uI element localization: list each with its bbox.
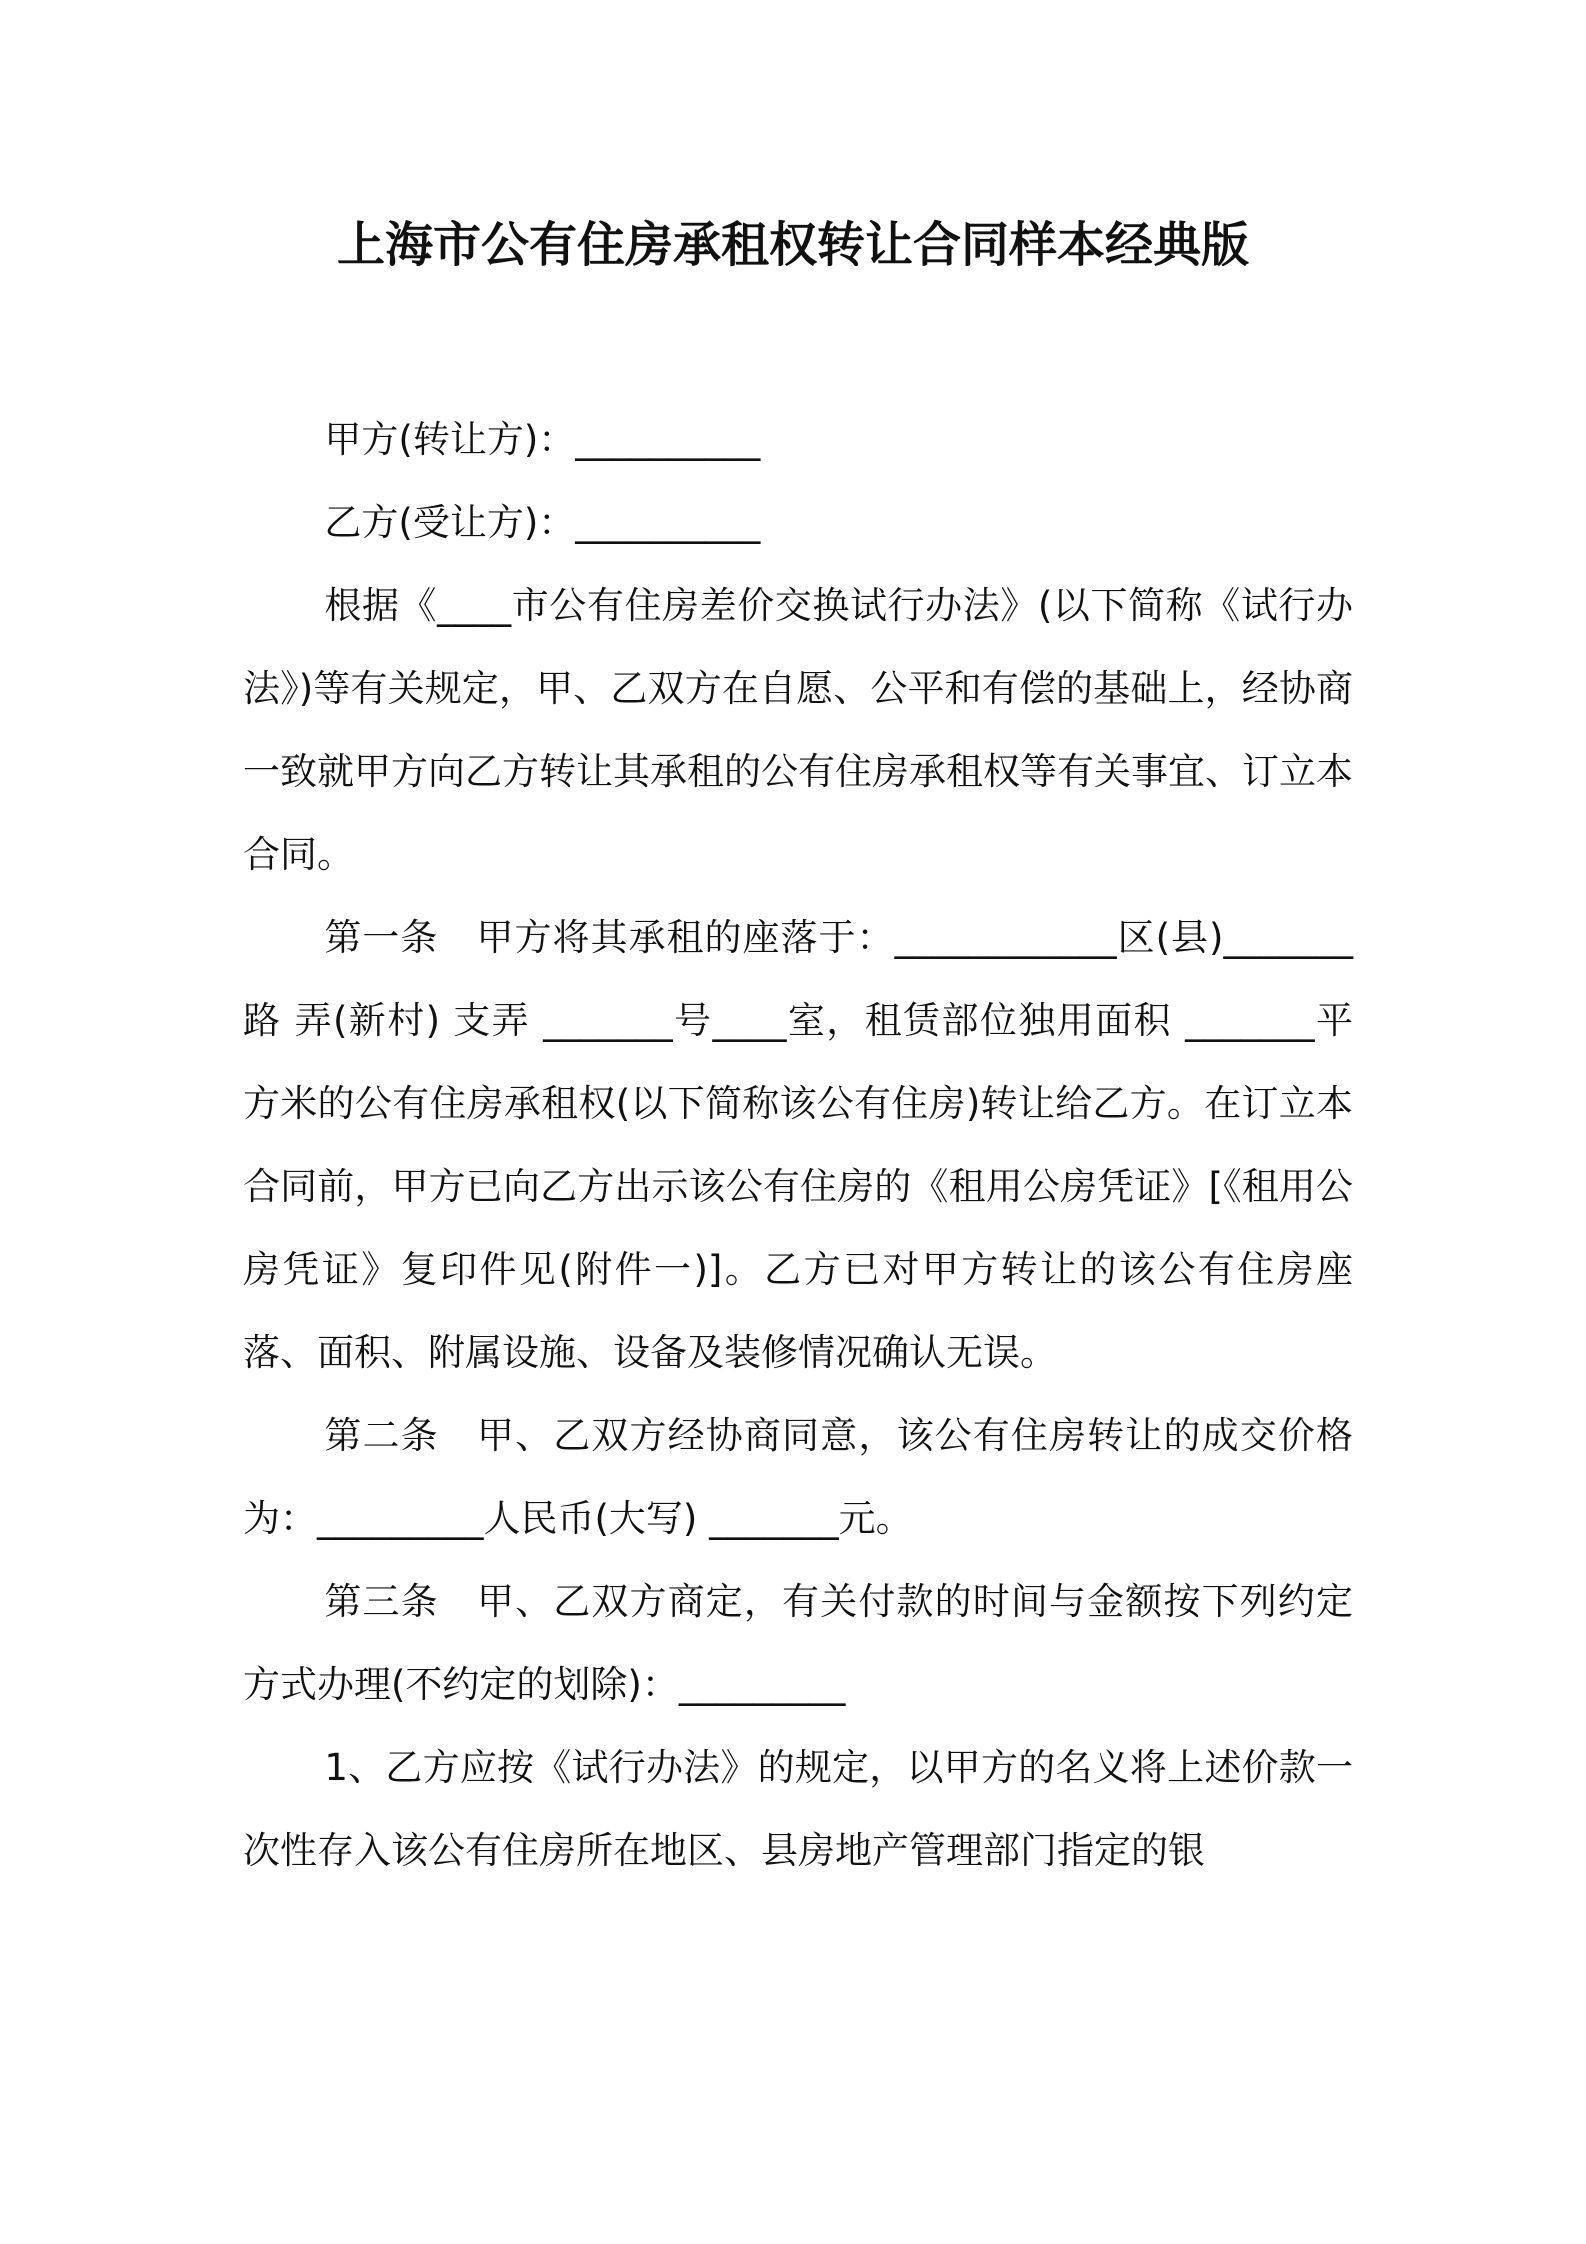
preamble-paragraph: 根据《____市公有住房差价交换试行办法》(以下简称《试行办法》)等有关规定，甲、乙双方在自愿、公平和有偿的基础上，经协商一致就甲方向乙方转让其承租的公有住房承租权等有关事宜、订立本合同。: [243, 584, 1353, 876]
party-a-line: 甲方(转让方)：__________: [324, 418, 761, 461]
article-2-paragraph: 第二条 甲、乙双方经协商同意，该公有住房转让的成交价格为：_________人民币(大写) _______元。: [243, 1414, 1353, 1540]
document-body: [243, 398, 1353, 1892]
article-1-paragraph: 第一条 甲方将其承租的座落于：____________区(县)_______路 弄(新村) 支弄 _______号____室，租赁部位独用面积 _______平方米的公有住房承租权(以下简称该公有住房)转让给乙方。在订立本合同前，甲方已向乙方出示该公有住房的《租用公房凭证》[《租用公房凭证》复印件见(附件一)]。乙方已对甲方转让的该公有住房座落、面积、附属设施、设备及装修情况确认无误。: [243, 916, 1353, 1374]
payment-item-1-paragraph: 1、乙方应按《试行办法》的规定，以甲方的名义将上述价款一次性存入该公有住房所在地区、县房地产管理部门指定的银: [243, 1746, 1353, 1872]
article-3-paragraph: 第三条 甲、乙双方商定，有关付款的时间与金额按下列约定方式办理(不约定的划除)：_________: [243, 1580, 1353, 1706]
party-b-line: 乙方(受让方)：__________: [324, 501, 761, 544]
document-title: 上海市公有住房承租权转让合同样本经典版: [336, 217, 1249, 273]
